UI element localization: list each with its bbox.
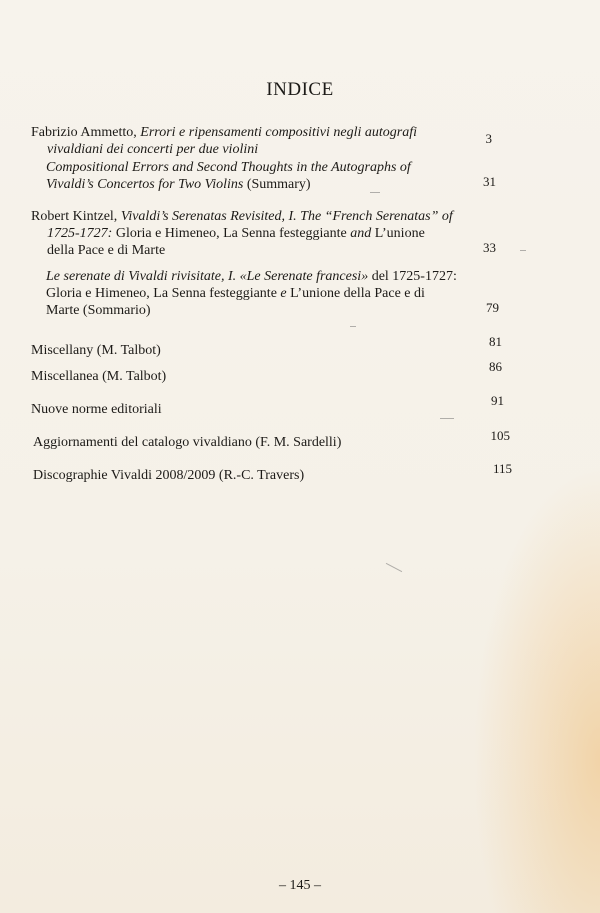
toc-entry-kintzel-sommario <box>46 268 496 319</box>
entry-title: Compositional Errors and Second Thoughts in the Autographs of <box>46 160 411 175</box>
entry-suffix: (Summary) <box>243 177 311 192</box>
page-title: INDICE <box>266 79 334 100</box>
entry-conjunction: and <box>350 226 372 241</box>
page-number: 33 <box>483 240 496 255</box>
toc-entry-aggiornamenti: Aggiornamenti del catalogo vivaldiano (F. M. Sardelli) <box>33 435 342 450</box>
entry-author: Fabrizio Ammetto, <box>31 125 141 140</box>
scan-speck <box>440 418 454 419</box>
entry-dates: 1725-1727: <box>47 226 113 241</box>
page-number: 3 <box>485 131 492 146</box>
entry-text: Gloria e Himeneo, La Senna festeggiante <box>112 226 351 241</box>
page-number: 31 <box>483 174 496 189</box>
entry-author: Robert Kintzel, <box>31 209 121 224</box>
entry-text: della Pace e di Marte <box>47 243 166 258</box>
page-folio: – 145 – <box>279 878 321 893</box>
page-number: 115 <box>492 461 512 476</box>
toc-entry-kintzel <box>31 208 501 259</box>
page-number: 81 <box>489 334 502 349</box>
toc-entry-miscellanea: Miscellanea (M. Talbot) <box>31 369 167 384</box>
toc-entry-discographie: Discographie Vivaldi 2008/2009 (R.-C. Travers) <box>33 468 305 483</box>
entry-title: Errori e ripensamenti compositivi negli autografi <box>140 125 418 140</box>
entry-text: L’unione <box>371 226 425 241</box>
page-number: 91 <box>491 393 504 408</box>
toc-entry-norme: Nuove norme editoriali <box>31 402 162 417</box>
toc-entry-ammetto <box>31 124 501 158</box>
page-number: 79 <box>486 300 499 315</box>
page-number: 105 <box>490 428 510 443</box>
toc-entry-ammetto-summary <box>46 159 496 193</box>
entry-title: Vivaldi’s Serenatas Revisited, I. The “French Serenatas” of <box>120 209 453 224</box>
entry-title-cont: vivaldiani dei concerti per due violini <box>47 142 259 157</box>
entry-title: Le serenate di Vivaldi rivisitate, I. «Le Serenate francesi» <box>46 269 369 284</box>
page-number: 86 <box>489 359 502 374</box>
toc-entry-miscellany: Miscellany (M. Talbot) <box>31 343 161 358</box>
scan-speck <box>350 326 356 327</box>
scan-speck <box>386 563 402 572</box>
entry-conjunction: e <box>280 286 287 301</box>
entry-text: del 1725-1727: <box>368 269 457 284</box>
scan-speck <box>370 192 380 193</box>
entry-text: L’unione della Pace e di <box>286 286 425 301</box>
entry-title-cont: Vivaldi’s Concertos for Two Violins <box>46 177 244 192</box>
entry-text: Marte (Sommario) <box>46 303 151 318</box>
entry-text: Gloria e Himeneo, La Senna festeggiante <box>46 286 281 301</box>
scan-speck <box>520 250 526 251</box>
